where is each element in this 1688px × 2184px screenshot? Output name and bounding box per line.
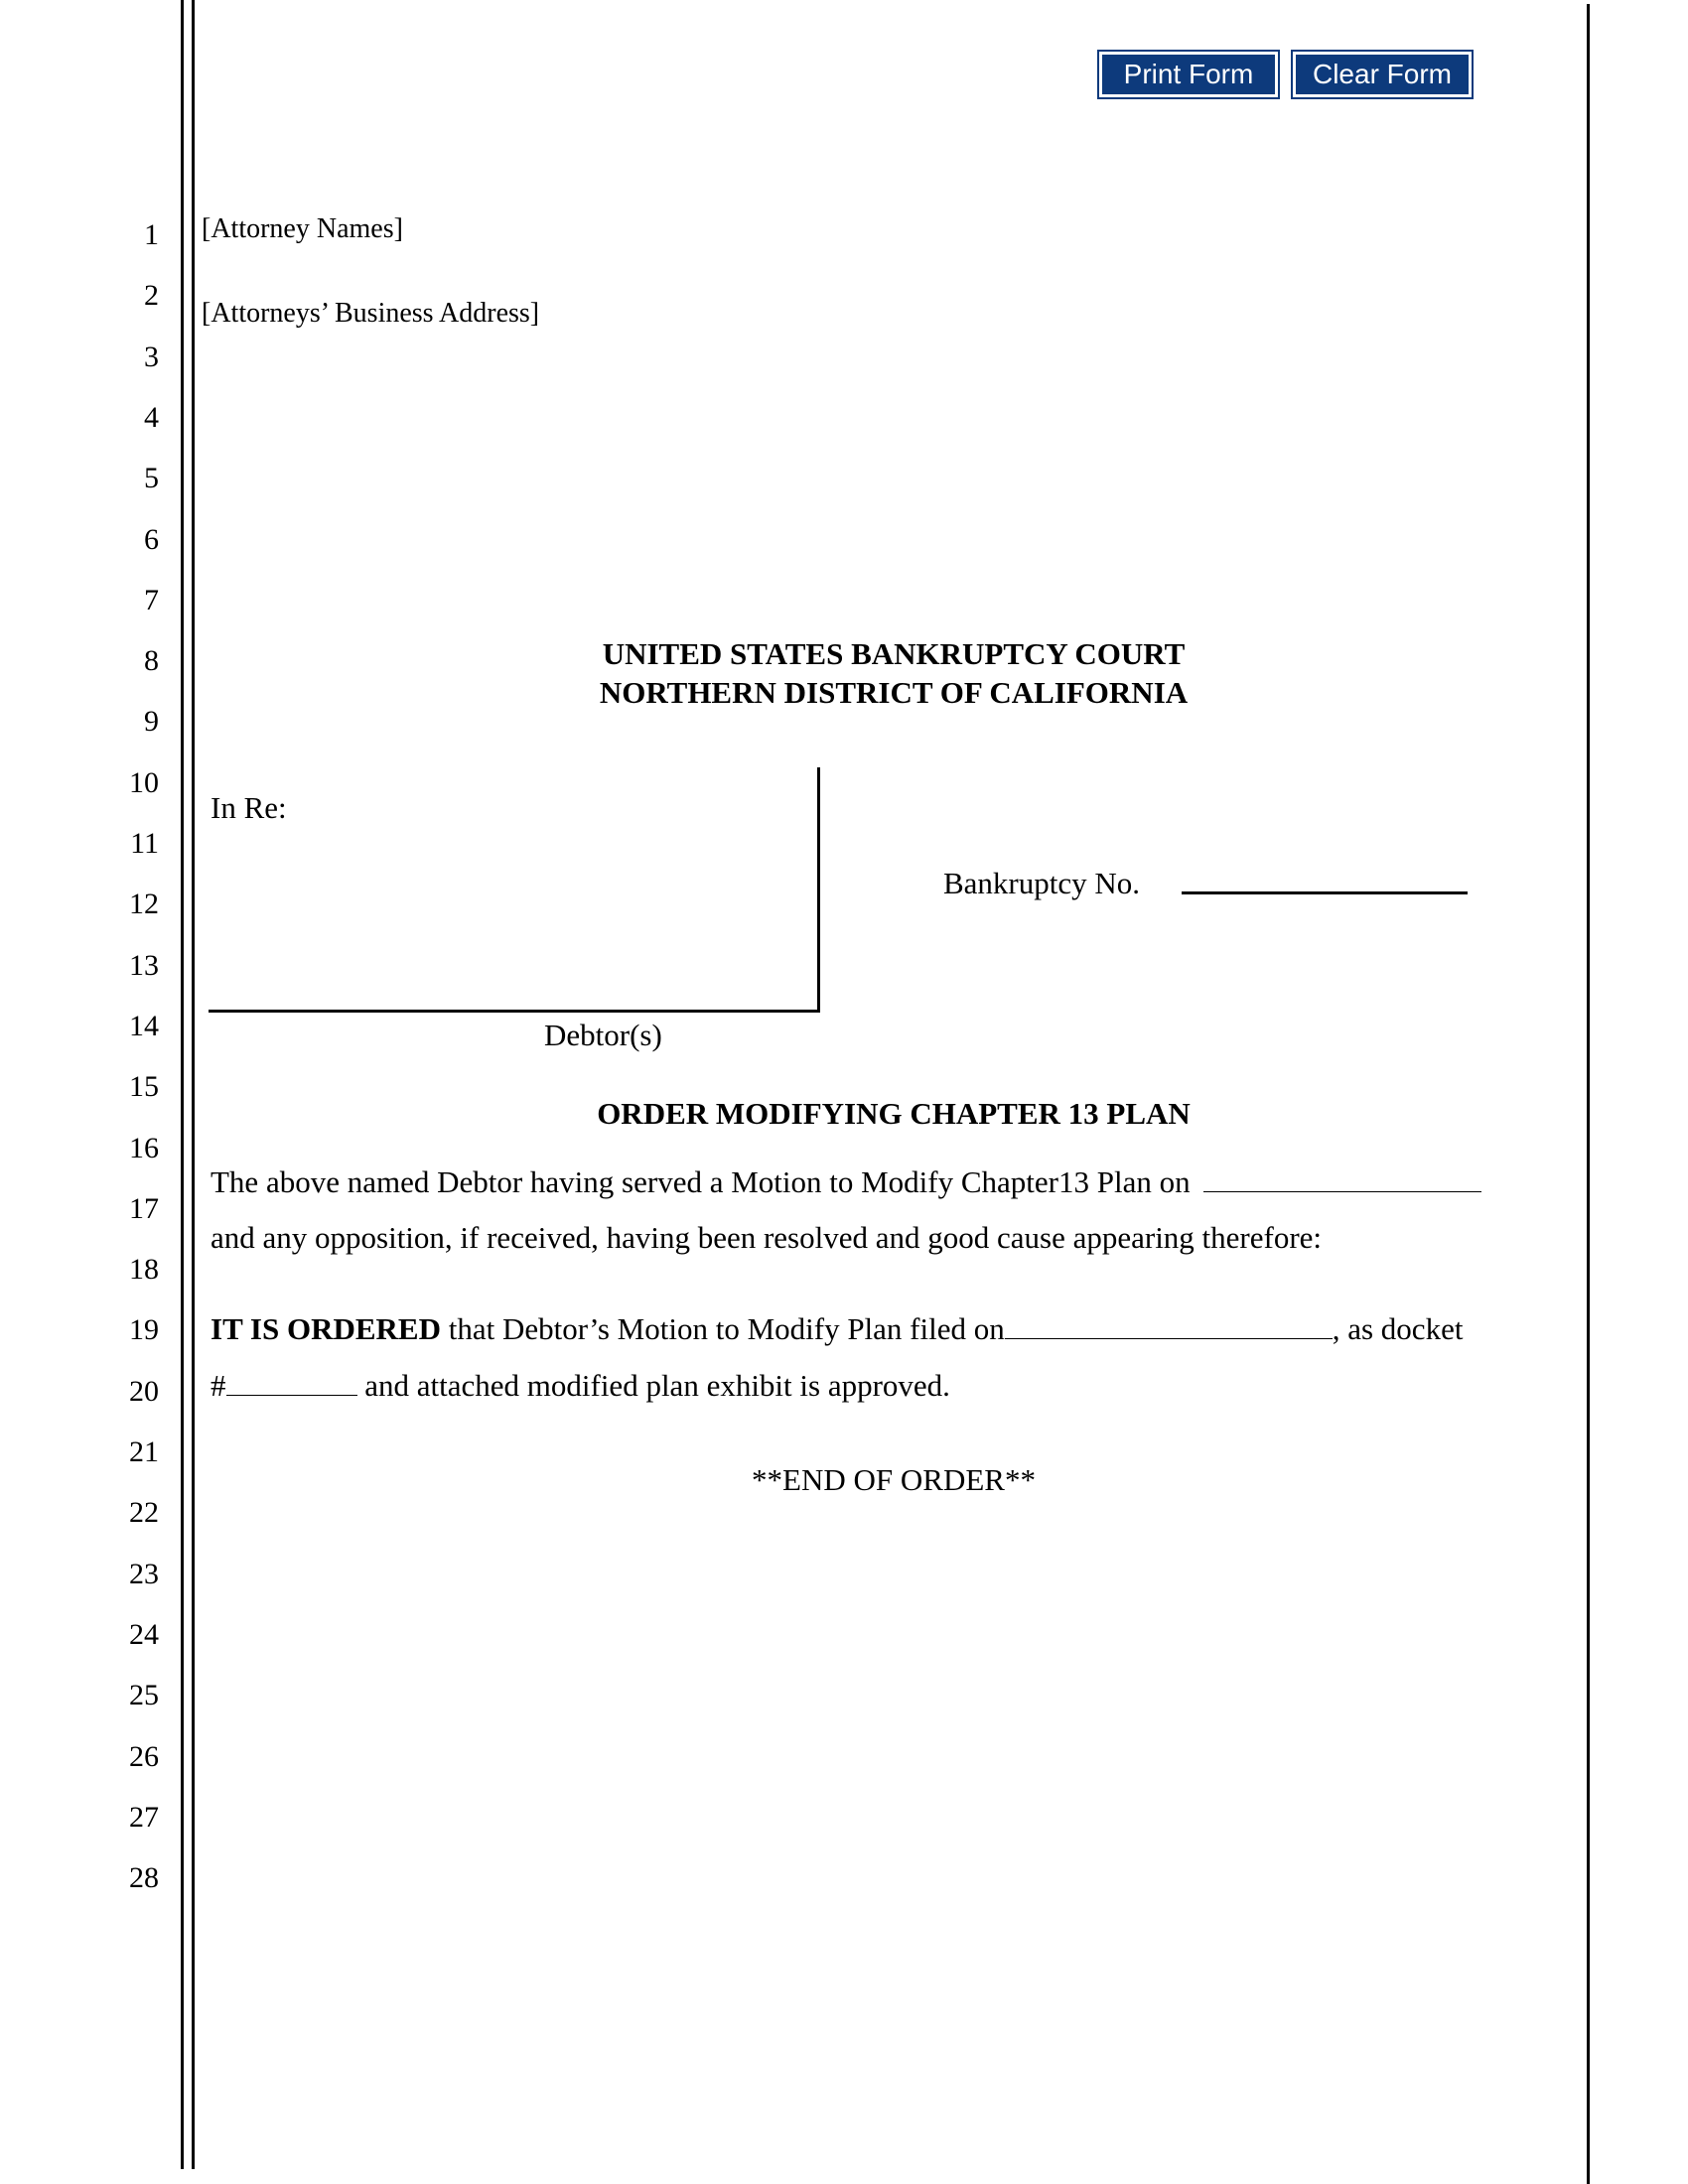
attorney-address[interactable]: [Attorneys’ Business Address] xyxy=(202,298,540,329)
debtor-name-area[interactable] xyxy=(209,834,804,1003)
line-number: 28 xyxy=(129,1861,159,1894)
line-number: 26 xyxy=(129,1740,159,1773)
left-margin-rule-outer xyxy=(181,0,184,2169)
line-number: 2 xyxy=(144,279,159,312)
caption-box-right-rule xyxy=(817,767,820,1013)
line-number: 15 xyxy=(129,1070,159,1103)
line-number: 10 xyxy=(129,766,159,799)
clear-form-button[interactable]: Clear Form xyxy=(1293,52,1472,97)
line-number: 21 xyxy=(129,1435,159,1468)
paragraph-1-text-a: The above named Debtor having served a Motion to Modify Chapter13 Plan on xyxy=(211,1164,1191,1199)
line-number: 9 xyxy=(144,705,159,738)
paragraph-2-line-1 xyxy=(211,1310,1463,1347)
line-number: 17 xyxy=(129,1192,159,1225)
paragraph-2-text-c: and attached modified plan exhibit is approved. xyxy=(356,1368,950,1403)
line-number: 11 xyxy=(130,827,159,860)
line-number: 8 xyxy=(144,644,159,677)
debtor-label: Debtor(s) xyxy=(544,1018,662,1052)
line-number: 18 xyxy=(129,1253,159,1286)
caption-box-bottom-rule xyxy=(209,1010,820,1013)
right-margin-rule xyxy=(1587,4,1590,2184)
line-number: 12 xyxy=(129,887,159,920)
left-margin-rule-inner xyxy=(192,0,195,2169)
paragraph-2-line-2 xyxy=(211,1367,950,1404)
line-number: 4 xyxy=(144,401,159,434)
paragraph-2-text-b: , as docket xyxy=(1332,1311,1464,1346)
end-of-order: **END OF ORDER** xyxy=(752,1462,1036,1497)
line-number: 25 xyxy=(129,1679,159,1711)
line-number: 3 xyxy=(144,341,159,373)
filed-on-date-field[interactable] xyxy=(1005,1310,1333,1339)
line-number: 1 xyxy=(144,218,159,251)
order-title: ORDER MODIFYING CHAPTER 13 PLAN xyxy=(597,1096,1191,1131)
print-form-button[interactable]: Print Form xyxy=(1099,52,1278,97)
line-number: 6 xyxy=(144,523,159,556)
line-number: 5 xyxy=(144,462,159,494)
line-number: 24 xyxy=(129,1618,159,1651)
line-number: 22 xyxy=(129,1496,159,1529)
paragraph-2-text-a: that Debtor’s Motion to Modify Plan filed on xyxy=(441,1311,1005,1346)
line-number: 19 xyxy=(129,1313,159,1346)
bankruptcy-no-field[interactable] xyxy=(1182,862,1468,894)
line-number: 7 xyxy=(144,584,159,616)
paragraph-1-line-2: and any opposition, if received, having been resolved and good cause appearing therefore: xyxy=(211,1220,1323,1255)
court-district: NORTHERN DISTRICT OF CALIFORNIA xyxy=(599,675,1189,710)
line-number: 14 xyxy=(129,1010,159,1042)
it-is-ordered-text: IT IS ORDERED xyxy=(211,1311,442,1346)
served-on-date-field[interactable] xyxy=(1203,1163,1481,1192)
line-number: 20 xyxy=(129,1375,159,1408)
line-number: 16 xyxy=(129,1132,159,1164)
court-name: UNITED STATES BANKRUPTCY COURT xyxy=(602,636,1186,671)
line-number: 13 xyxy=(129,949,159,982)
attorney-names[interactable]: [Attorney Names] xyxy=(202,213,403,244)
paragraph-1-line-1 xyxy=(211,1163,1481,1200)
docket-hash: # xyxy=(211,1368,226,1403)
in-re-label: In Re: xyxy=(211,790,287,825)
line-number: 23 xyxy=(129,1558,159,1590)
line-number: 27 xyxy=(129,1801,159,1834)
docket-number-field[interactable] xyxy=(226,1367,357,1396)
bankruptcy-no-label: Bankruptcy No. xyxy=(943,866,1141,900)
